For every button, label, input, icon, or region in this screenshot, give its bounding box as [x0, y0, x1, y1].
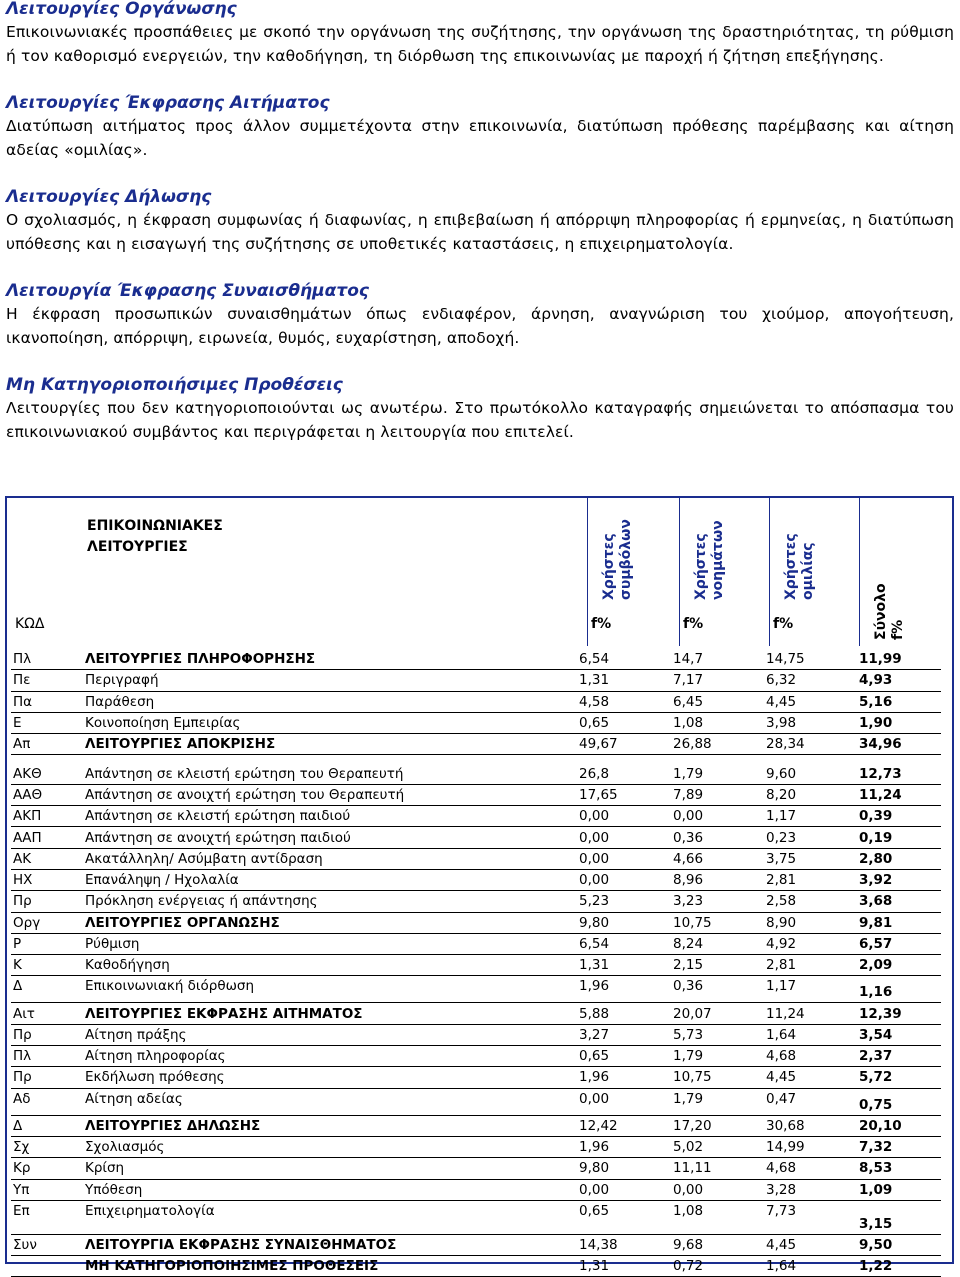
speech-value: 6,32 [764, 670, 857, 691]
meanings-value: 1,08 [671, 712, 764, 733]
section-text: Ο σχολιασμός, η έκφραση συμφωνίας ή διαφωνίας, η επιβεβαίωση ή απόρριψη πληροφορίας ή ερμηνείας, η διατύπωση υπόθεσης και η εισαγωγή της συζήτησης σε υποθετικές καταστάσεις, η επιχειρηματολογία. [6, 211, 954, 253]
meanings-value: 1,79 [671, 1046, 764, 1067]
symbols-value: 1,31 [577, 955, 671, 976]
total-value: 8,53 [857, 1158, 941, 1179]
label-cell: ΛΕΙΤΟΥΡΓΙΕΣ ΕΚΦΡΑΣΗΣ ΑΙΤΗΜΑΤΟΣ [83, 1003, 577, 1024]
symbols-value: 1,31 [577, 670, 671, 691]
table-row [11, 1234, 941, 1255]
meanings-value: 0,00 [671, 806, 764, 827]
total-value: 3,92 [857, 869, 941, 890]
speech-value: 2,58 [764, 891, 857, 912]
symbols-value: 12,42 [577, 1115, 671, 1136]
symbols-value: 0,00 [577, 1088, 671, 1115]
section-text: Διατύπωση αιτήματος προς άλλον συμμετέχοντα στην επικοινωνία, διατύπωση πρόθεσης παρέμβασης και αίτηση αδείας «ομιλίας». [6, 117, 954, 159]
speech-value: 14,99 [764, 1136, 857, 1157]
spacer-cell [11, 755, 941, 764]
label-cell: Παράθεση [83, 691, 577, 712]
meanings-value: 10,75 [671, 912, 764, 933]
total-value: 11,24 [857, 784, 941, 805]
column-divider [769, 498, 770, 646]
symbols-value: 1,96 [577, 976, 671, 1003]
speech-value: 1,64 [764, 1024, 857, 1045]
section-title: Λειτουργίες Έκφρασης Αιτήματος [6, 93, 330, 113]
code-cell [11, 1256, 83, 1277]
meanings-value: 20,07 [671, 1003, 764, 1024]
speech-value: 14,75 [764, 649, 857, 670]
speech-users-header: Χρήστες ομιλίας [783, 533, 816, 600]
symbols-value: 17,65 [577, 784, 671, 805]
section-text: Λειτουργίες που δεν κατηγοριοποιούνται ως ανωτέρω. Στο πρωτόκολλο καταγραφής σημειώνεται το απόσπασμα του επικοινωνιακού συμβάντος και περιγράφεται η λειτουργία που επιτελεί. [6, 399, 954, 441]
label-cell: Επιχειρηματολογία [83, 1200, 577, 1234]
meanings-value: 5,02 [671, 1136, 764, 1157]
table-title: ΕΠΙΚΟΙΝΩΝΙΑΚΕΣ ΛΕΙΤΟΥΡΓΙΕΣ [87, 518, 223, 555]
table-row [11, 670, 941, 691]
total-value: 1,09 [857, 1179, 941, 1200]
symbols-value: 0,00 [577, 1179, 671, 1200]
total-value: 2,80 [857, 848, 941, 869]
table-row [11, 1088, 941, 1115]
speech-value: 4,68 [764, 1046, 857, 1067]
speech-value: 3,98 [764, 712, 857, 733]
speech-value: 1,17 [764, 806, 857, 827]
total-value: 6,57 [857, 933, 941, 954]
table-row [11, 1115, 941, 1136]
meanings-value: 11,11 [671, 1158, 764, 1179]
label-cell: Απάντηση σε κλειστή ερώτηση του Θεραπευτή [83, 763, 577, 784]
label-cell: Περιγραφή [83, 670, 577, 691]
code-cell: Πα [11, 691, 83, 712]
speech-value: 9,60 [764, 763, 857, 784]
speech-value: 2,81 [764, 955, 857, 976]
functions-table [5, 496, 954, 1275]
meanings-value: 1,79 [671, 1088, 764, 1115]
label-cell: Εκδήλωση πρόθεσης [83, 1067, 577, 1088]
label-cell: ΛΕΙΤΟΥΡΓΙΕΣ ΔΗΛΩΣΗΣ [83, 1115, 577, 1136]
section-organization [6, 0, 954, 68]
label-cell: Ρύθμιση [83, 933, 577, 954]
total-value: 0,75 [857, 1088, 941, 1115]
column-divider [679, 498, 680, 646]
table-row [11, 691, 941, 712]
meanings-value: 1,79 [671, 763, 764, 784]
table-row [11, 976, 941, 1003]
spacer-row [11, 755, 941, 764]
label-cell: Σχολιασμός [83, 1136, 577, 1157]
code-column-header: ΚΩΔ [15, 616, 45, 632]
speech-value: 28,34 [764, 734, 857, 755]
total-value: 9,81 [857, 912, 941, 933]
column-divider [859, 498, 860, 646]
symbols-value: 4,58 [577, 691, 671, 712]
symbols-value: 14,38 [577, 1234, 671, 1255]
code-cell: Αιτ [11, 1003, 83, 1024]
data-table [11, 649, 941, 1277]
code-cell: Απ [11, 734, 83, 755]
section-title: Λειτουργίες Δήλωσης [6, 187, 212, 207]
f-percent-label: f% [683, 616, 704, 632]
section-title: Λειτουργίες Οργάνωσης [6, 0, 237, 19]
code-cell: ΑΚΠ [11, 806, 83, 827]
f-percent-label: f% [773, 616, 794, 632]
section-title: Λειτουργία Έκφρασης Συναισθήματος [6, 281, 369, 301]
table-row [11, 891, 941, 912]
code-cell: Δ [11, 1115, 83, 1136]
meanings-value: 2,15 [671, 955, 764, 976]
symbols-value: 3,27 [577, 1024, 671, 1045]
meanings-value: 0,36 [671, 827, 764, 848]
label-cell: Απάντηση σε ανοιχτή ερώτηση του Θεραπευτή [83, 784, 577, 805]
speech-value: 30,68 [764, 1115, 857, 1136]
total-value: 3,15 [857, 1200, 941, 1234]
code-cell: ΑΑΘ [11, 784, 83, 805]
total-value: 9,50 [857, 1234, 941, 1255]
symbols-value: 0,00 [577, 827, 671, 848]
symbols-value: 0,65 [577, 1046, 671, 1067]
table-row [11, 912, 941, 933]
table-row [11, 734, 941, 755]
section-emotion [6, 280, 954, 350]
total-header: Σύνολο f% [873, 583, 906, 640]
speech-value: 0,23 [764, 827, 857, 848]
table-row [11, 806, 941, 827]
total-value: 34,96 [857, 734, 941, 755]
code-cell: Κρ [11, 1158, 83, 1179]
speech-value: 1,64 [764, 1256, 857, 1277]
symbols-value: 5,88 [577, 1003, 671, 1024]
table-row [11, 1200, 941, 1234]
code-cell: Σχ [11, 1136, 83, 1157]
code-cell: Οργ [11, 912, 83, 933]
speech-value: 3,75 [764, 848, 857, 869]
symbols-value: 5,23 [577, 891, 671, 912]
table-row [11, 1179, 941, 1200]
section-text: Επικοινωνιακές προσπάθειες με σκοπό την οργάνωση της συζήτησης, την οργάνωση της δραστηριότητας, τη ρύθμιση ή τον καθορισμό ενεργειών, την καθοδήγηση, τη διόρθωση της επικοινωνίας με παροχή ή ζήτηση επεξήγησης. [6, 23, 954, 65]
symbols-value: 49,67 [577, 734, 671, 755]
total-value: 1,22 [857, 1256, 941, 1277]
meanings-value: 1,08 [671, 1200, 764, 1234]
symbols-users-header: Χρήστες συμβόλων [601, 519, 634, 600]
code-cell: Πλ [11, 1046, 83, 1067]
table-row [11, 649, 941, 670]
label-cell: Απάντηση σε κλειστή ερώτηση παιδιού [83, 806, 577, 827]
meanings-value: 6,45 [671, 691, 764, 712]
table-row [11, 712, 941, 733]
section-text: Η έκφραση προσωπικών συναισθημάτων όπως ενδιαφέρον, άρνηση, αναγνώριση του χιούμορ, απογοήτευση, ικανοποίηση, απόρριψη, ειρωνεία, θυμός, ευχαρίστηση, αποδοχή. [6, 305, 954, 347]
table-row [11, 1256, 941, 1277]
symbols-value: 1,31 [577, 1256, 671, 1277]
speech-value: 4,45 [764, 1067, 857, 1088]
symbols-value: 9,80 [577, 1158, 671, 1179]
meanings-value: 10,75 [671, 1067, 764, 1088]
section-statement [6, 186, 954, 256]
total-value: 2,09 [857, 955, 941, 976]
label-cell: Αίτηση πληροφορίας [83, 1046, 577, 1067]
meanings-value: 8,24 [671, 933, 764, 954]
symbols-value: 0,00 [577, 806, 671, 827]
code-cell: Πρ [11, 1024, 83, 1045]
label-cell: ΜΗ ΚΑΤΗΓΟΡΙΟΠΟΙΗΣΙΜΕΣ ΠΡΟΘΕΣΕΙΣ [83, 1256, 577, 1277]
symbols-value: 6,54 [577, 933, 671, 954]
label-cell: Αίτηση αδείας [83, 1088, 577, 1115]
code-cell: ΑΚ [11, 848, 83, 869]
meanings-value: 8,96 [671, 869, 764, 890]
code-cell: Δ [11, 976, 83, 1003]
symbols-value: 1,96 [577, 1067, 671, 1088]
total-value: 3,68 [857, 891, 941, 912]
total-value: 11,99 [857, 649, 941, 670]
label-cell: Κοινοποίηση Εμπειρίας [83, 712, 577, 733]
symbols-value: 0,65 [577, 712, 671, 733]
table-row [11, 1158, 941, 1179]
symbols-value: 26,8 [577, 763, 671, 784]
label-cell: Αίτηση πράξης [83, 1024, 577, 1045]
meanings-users-header: Χρήστες νοημάτων [693, 520, 726, 600]
code-cell: Πρ [11, 1067, 83, 1088]
table-row [11, 763, 941, 784]
label-cell: ΛΕΙΤΟΥΡΓΙΕΣ ΑΠΟΚΡΙΣΗΣ [83, 734, 577, 755]
label-cell: ΛΕΙΤΟΥΡΓΙΕΣ ΠΛΗΡΟΦΟΡΗΣΗΣ [83, 649, 577, 670]
meanings-value: 0,72 [671, 1256, 764, 1277]
code-cell: Πρ [11, 891, 83, 912]
meanings-value: 7,89 [671, 784, 764, 805]
label-cell: Υπόθεση [83, 1179, 577, 1200]
table-row [11, 1067, 941, 1088]
total-value: 0,39 [857, 806, 941, 827]
total-value: 1,90 [857, 712, 941, 733]
total-value: 20,10 [857, 1115, 941, 1136]
speech-value: 7,73 [764, 1200, 857, 1234]
meanings-value: 0,36 [671, 976, 764, 1003]
total-value: 1,16 [857, 976, 941, 1003]
section-title: Μη Κατηγοριοποιήσιμες Προθέσεις [6, 375, 343, 395]
symbols-value: 0,00 [577, 848, 671, 869]
label-cell: Επικοινωνιακή διόρθωση [83, 976, 577, 1003]
symbols-value: 1,96 [577, 1136, 671, 1157]
speech-value: 4,92 [764, 933, 857, 954]
meanings-value: 14,7 [671, 649, 764, 670]
label-cell: Κρίση [83, 1158, 577, 1179]
table-row [11, 827, 941, 848]
speech-value: 11,24 [764, 1003, 857, 1024]
table-row [11, 848, 941, 869]
code-cell: Επ [11, 1200, 83, 1234]
code-cell: Υπ [11, 1179, 83, 1200]
label-cell: ΛΕΙΤΟΥΡΓΙΕΣ ΟΡΓΑΝΩΣΗΣ [83, 912, 577, 933]
total-value: 12,39 [857, 1003, 941, 1024]
table-header [7, 498, 952, 646]
code-cell: Ρ [11, 933, 83, 954]
f-percent-label: f% [591, 616, 612, 632]
speech-value: 0,47 [764, 1088, 857, 1115]
code-cell: Ε [11, 712, 83, 733]
speech-value: 4,45 [764, 1234, 857, 1255]
label-cell: Ακατάλληλη/ Ασύμβατη αντίδραση [83, 848, 577, 869]
code-cell: Πε [11, 670, 83, 691]
total-value: 0,19 [857, 827, 941, 848]
meanings-value: 5,73 [671, 1024, 764, 1045]
total-value: 4,93 [857, 670, 941, 691]
speech-value: 3,28 [764, 1179, 857, 1200]
total-value: 5,16 [857, 691, 941, 712]
table-row [11, 1046, 941, 1067]
meanings-value: 4,66 [671, 848, 764, 869]
meanings-value: 17,20 [671, 1115, 764, 1136]
label-cell: Επανάληψη / Ηχολαλία [83, 869, 577, 890]
total-value: 2,37 [857, 1046, 941, 1067]
table-row [11, 955, 941, 976]
meanings-value: 3,23 [671, 891, 764, 912]
code-cell: Κ [11, 955, 83, 976]
code-cell: ΗΧ [11, 869, 83, 890]
meanings-value: 7,17 [671, 670, 764, 691]
code-cell: Αδ [11, 1088, 83, 1115]
section-request [6, 92, 954, 162]
table-row [11, 933, 941, 954]
column-divider [587, 498, 588, 646]
code-cell: ΑΚΘ [11, 763, 83, 784]
meanings-value: 9,68 [671, 1234, 764, 1255]
table-row [11, 1003, 941, 1024]
label-cell: Απάντηση σε ανοιχτή ερώτηση παιδιού [83, 827, 577, 848]
table-row [11, 869, 941, 890]
symbols-value: 6,54 [577, 649, 671, 670]
speech-value: 2,81 [764, 869, 857, 890]
code-cell: Πλ [11, 649, 83, 670]
total-value: 7,32 [857, 1136, 941, 1157]
meanings-value: 26,88 [671, 734, 764, 755]
table-row [11, 784, 941, 805]
symbols-value: 0,00 [577, 869, 671, 890]
label-cell: ΛΕΙΤΟΥΡΓΙΑ ΕΚΦΡΑΣΗΣ ΣΥΝΑΙΣΘΗΜΑΤΟΣ [83, 1234, 577, 1255]
meanings-value: 0,00 [671, 1179, 764, 1200]
code-cell: ΑΑΠ [11, 827, 83, 848]
speech-value: 4,45 [764, 691, 857, 712]
total-value: 3,54 [857, 1024, 941, 1045]
code-cell: Συν [11, 1234, 83, 1255]
symbols-value: 9,80 [577, 912, 671, 933]
symbols-value: 0,65 [577, 1200, 671, 1234]
speech-value: 8,20 [764, 784, 857, 805]
speech-value: 1,17 [764, 976, 857, 1003]
speech-value: 4,68 [764, 1158, 857, 1179]
total-value: 12,73 [857, 763, 941, 784]
table-row [11, 1024, 941, 1045]
label-cell: Πρόκληση ενέργειας ή απάντησης [83, 891, 577, 912]
speech-value: 8,90 [764, 912, 857, 933]
total-value: 5,72 [857, 1067, 941, 1088]
table-row [11, 1136, 941, 1157]
section-uncategorized [6, 374, 954, 444]
label-cell: Καθοδήγηση [83, 955, 577, 976]
